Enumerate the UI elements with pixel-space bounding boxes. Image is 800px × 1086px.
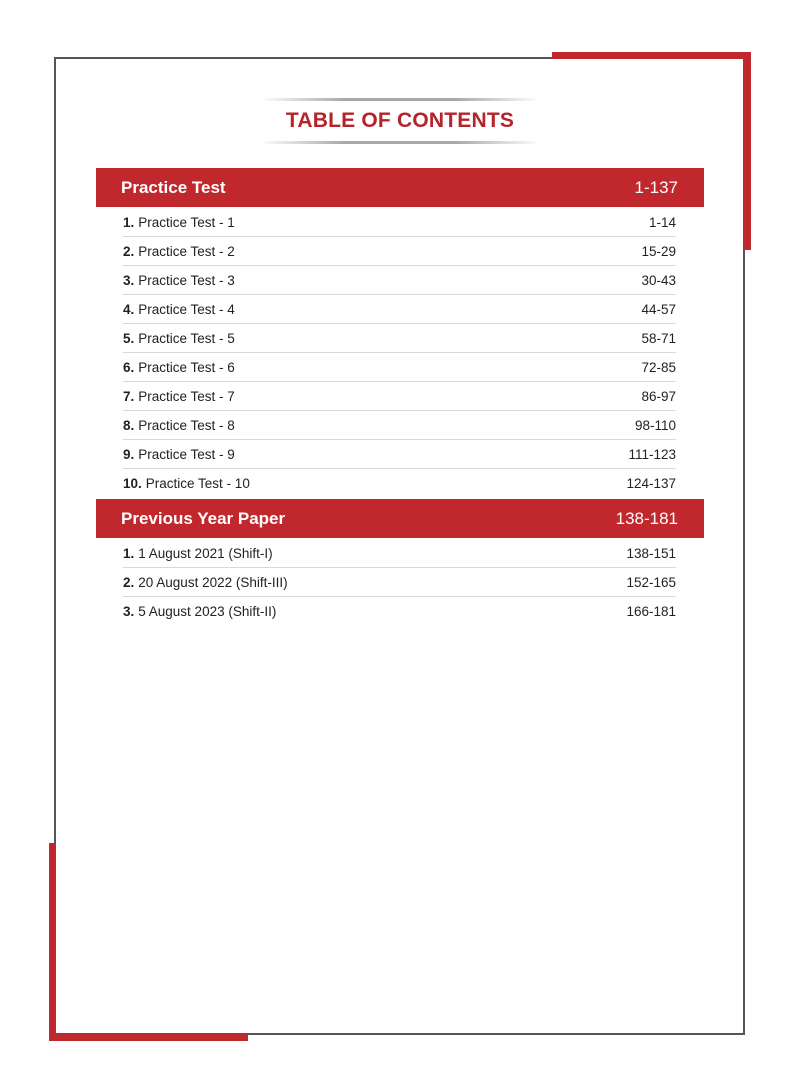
entry-number: 6. (123, 359, 135, 375)
entry-number: 1. (123, 214, 135, 230)
entry-number: 3. (123, 604, 135, 619)
entry-pages: 152-165 (626, 574, 676, 590)
entry-label: 5 August 2023 (Shift-II) (138, 604, 277, 619)
practice-test-list (123, 208, 676, 498)
entry-pages: 30-43 (641, 272, 676, 288)
section-page-range: 1-137 (634, 177, 678, 197)
section-header-practice-test (96, 168, 704, 207)
entry-pages: 166-181 (626, 604, 676, 619)
section-header-previous-year-paper (96, 499, 704, 538)
corner-accent-top-right (552, 52, 751, 59)
toc-entry[interactable] (123, 324, 676, 353)
toc-entry[interactable] (123, 469, 676, 498)
entry-number: 9. (123, 446, 135, 462)
entry-pages: 111-123 (628, 446, 676, 462)
entry-pages: 138-151 (626, 545, 676, 561)
section-page-range: 138-181 (615, 508, 678, 528)
entry-label: 20 August 2022 (Shift-III) (138, 574, 288, 590)
entry-label: Practice Test - 7 (138, 388, 235, 404)
entry-label: 1 August 2021 (Shift-I) (138, 545, 273, 561)
entry-label: Practice Test - 2 (138, 243, 235, 259)
section-title: Practice Test (121, 177, 226, 197)
entry-pages: 86-97 (641, 388, 676, 404)
corner-accent-bottom-left (49, 1034, 248, 1041)
corner-accent-top-right-vertical (744, 52, 751, 250)
toc-entry[interactable] (123, 266, 676, 295)
toc-entry[interactable] (123, 237, 676, 266)
entry-number: 7. (123, 388, 135, 404)
entry-pages: 72-85 (641, 359, 676, 375)
entry-pages: 44-57 (641, 301, 676, 317)
entry-number: 5. (123, 330, 135, 346)
entry-number: 3. (123, 272, 135, 288)
entry-pages: 98-110 (634, 417, 676, 433)
toc-entry[interactable] (123, 539, 676, 568)
title-banner (260, 98, 540, 144)
entry-pages: 124-137 (626, 476, 676, 491)
entry-pages: 15-29 (641, 243, 676, 259)
toc-entry[interactable] (123, 382, 676, 411)
entry-number: 1. (123, 545, 135, 561)
corner-accent-bottom-left-vertical (49, 843, 56, 1041)
entry-number: 8. (123, 417, 135, 433)
section-title: Previous Year Paper (121, 508, 286, 528)
page-title: TABLE OF CONTENTS (285, 109, 515, 132)
entry-number: 10. (123, 476, 142, 491)
toc-entry[interactable] (123, 208, 676, 237)
toc-entry[interactable] (123, 568, 676, 597)
toc-entry[interactable] (123, 353, 676, 382)
entry-label: Practice Test - 3 (138, 272, 235, 288)
toc-entry[interactable] (123, 440, 676, 469)
entry-number: 2. (123, 243, 135, 259)
entry-label: Practice Test - 6 (138, 359, 235, 375)
entry-label: Practice Test - 8 (138, 417, 235, 433)
entry-number: 2. (123, 574, 135, 590)
entry-number: 4. (123, 301, 135, 317)
previous-year-paper-list (123, 539, 676, 626)
entry-label: Practice Test - 9 (138, 446, 235, 462)
entry-label: Practice Test - 10 (145, 476, 250, 491)
entry-label: Practice Test - 1 (138, 214, 235, 230)
entry-pages: 1-14 (648, 214, 676, 230)
entry-label: Practice Test - 4 (138, 301, 235, 317)
entry-label: Practice Test - 5 (138, 330, 235, 346)
toc-entry[interactable] (123, 597, 676, 626)
toc-entry[interactable] (123, 295, 676, 324)
entry-pages: 58-71 (641, 330, 676, 346)
toc-entry[interactable] (123, 411, 676, 440)
